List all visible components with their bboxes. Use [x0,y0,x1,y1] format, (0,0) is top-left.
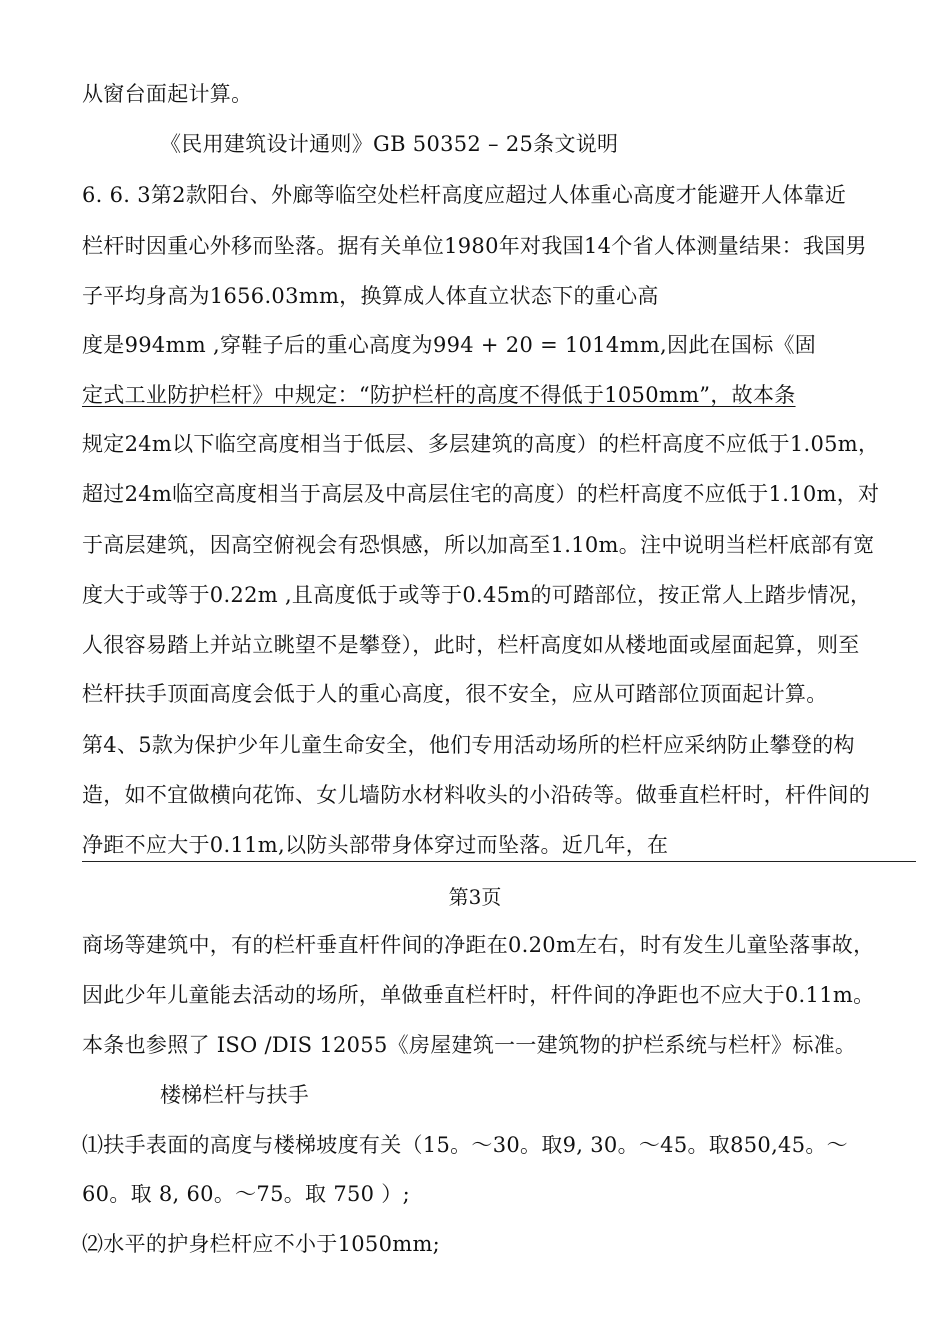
text-line: 净距不应大于0.11m,以防头部带身体穿过而坠落。近几年，在 [82,833,669,857]
text-line: 商场等建筑中，有的栏杆垂直杆件间的净距在0.20m左右，时有发生儿童坠落事故， [82,933,875,957]
text-line: 6. 6. 3第2款阳台、外廊等临空处栏杆高度应超过人体重心高度才能避开人体靠近 [82,183,847,207]
section-title: 《民用建筑设计通则》GB 50352 – 25条文说明 [160,132,619,156]
text-line: 度大于或等于0.22m ,且高度低于或等于0.45m的可踏部位，按正常人上踏步情况， [82,583,872,607]
section-heading: 楼梯栏杆与扶手 [160,1083,310,1107]
text-line: 因此少年儿童能去活动的场所，单做垂直栏杆时，杆件间的净距也不应大于0.11m。 [82,983,875,1007]
text-line: 本条也参照了 ISO /DIS 12055《房屋建筑一一建筑物的护栏系统与栏杆》标准。 [82,1033,857,1057]
list-item-continuation: 60。取 8, 60。〜75。取 750 ）; [82,1182,410,1206]
list-item: ⑴扶手表面的高度与楼梯坡度有关（15。〜30。取9, 30。〜45。取850,45。〜 [82,1133,848,1157]
page-number: 第3页 [448,885,502,909]
underlined-text-line: 定式工业防护栏杆》中规定：“防护栏杆的高度不得低于1050mm”，故本条 [82,383,796,407]
text-line: 从窗台面起计算。 [82,82,253,106]
text-line: 子平均身高为1656.03mm，换算成人体直立状态下的重心高 [82,284,659,308]
text-line: 造，如不宜做横向花饰、女儿墙防水材料收头的小沿砖等。做垂直栏杆时，杆件间的 [82,783,871,807]
text-line: 栏杆扶手顶面高度会低于人的重心高度，很不安全，应从可踏部位顶面起计算。 [82,682,828,706]
text-line: 栏杆时因重心外移而坠落。据有关单位1980年对我国14个省人体测量结果：我国男 [82,234,867,258]
list-item: ⑵水平的护身栏杆应不小于1050mm; [82,1232,441,1256]
text-line: 人很容易踏上并站立眺望不是攀登），此时，栏杆高度如从楼地面或屋面起算，则至 [82,633,860,657]
text-line: 度是994mm ,穿鞋子后的重心高度为994 + 20 = 1014mm,因此在国标《固 [82,333,817,357]
text-line: 规定24m以下临空高度相当于低层、多层建筑的高度）的栏杆高度不应低于1.05m， [82,432,880,456]
page-divider [82,861,916,862]
text-line: 超过24m临空高度相当于高层及中高层住宅的高度）的栏杆高度不应低于1.10m，对 [82,482,880,506]
text-line: 于高层建筑，因高空俯视会有恐惧感，所以加高至1.10m。注中说明当栏杆底部有宽 [82,533,875,557]
text-line: 第4、5款为保护少年儿童生命安全，他们专用活动场所的栏杆应采纳防止攀登的构 [82,733,855,757]
